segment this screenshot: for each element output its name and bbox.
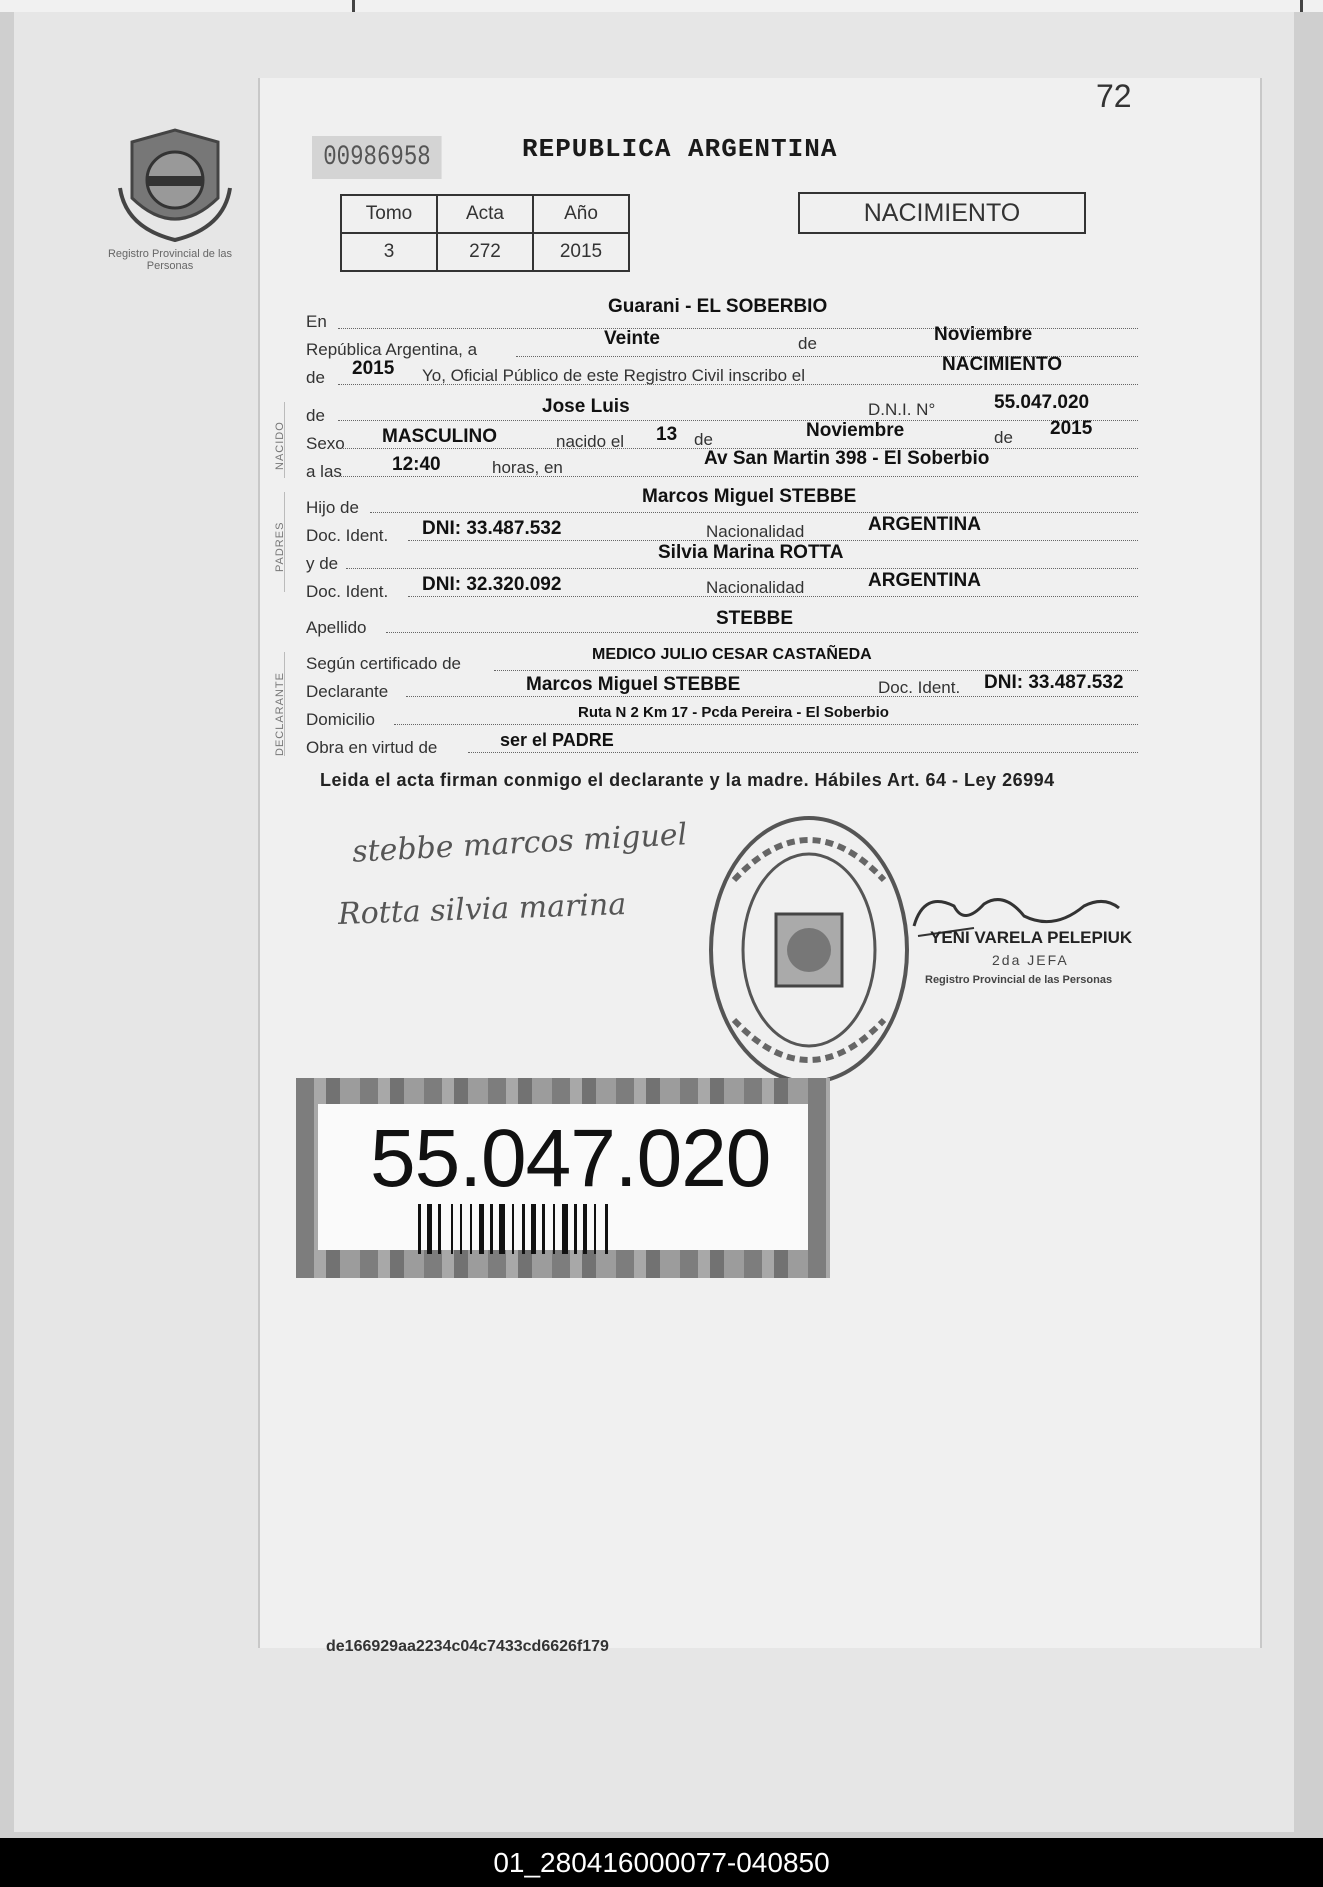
label-de-dyear: de (994, 428, 1013, 447)
value-mother-nationality: ARGENTINA (868, 570, 981, 591)
barcode-bar (512, 1204, 514, 1254)
label-sexo: Sexo (306, 434, 345, 453)
value-sex: MASCULINO (382, 426, 498, 447)
barcode-bar (479, 1204, 484, 1254)
label-obra: Obra en virtud de (306, 738, 438, 757)
value-address: Ruta N 2 Km 17 - Pcda Pereira - El Soberbio (578, 704, 889, 721)
barcode-bar (583, 1204, 587, 1254)
tomo-header: Tomo (341, 195, 437, 233)
barcode-bar (499, 1204, 505, 1254)
father-signature: stebbe marcos miguel (351, 817, 688, 870)
label-oficial: Yo, Oficial Público de este Registro Civil inscribo el (422, 366, 805, 385)
label-a-las: a las (306, 462, 342, 481)
label-hijo-de: Hijo de (306, 498, 359, 517)
label-en: En (306, 312, 327, 331)
dotted-line (338, 384, 1138, 385)
acta-header: Acta (437, 195, 533, 233)
dotted-line (494, 670, 1138, 671)
label-nacido-el: nacido el (556, 432, 625, 451)
barcode-bar (531, 1204, 536, 1254)
page-number: 72 (1096, 78, 1132, 114)
barcode-bar (522, 1204, 525, 1254)
barcode-bar (438, 1204, 441, 1254)
value-birth-time: 12:40 (392, 454, 441, 475)
label-de-dmonth: de (694, 430, 713, 449)
legal-note: Leida el acta firman conmigo el declarante y la madre. Hábiles Art. 64 - Ley 26994 (320, 770, 1055, 790)
label-dni: D.N.I. N° (868, 400, 936, 419)
value-year: 2015 (352, 358, 395, 379)
dotted-line (394, 724, 1138, 725)
value-mother-name: Silvia Marina ROTTA (658, 542, 844, 563)
scan-edge-mark (352, 0, 355, 12)
document-hash: de166929aa2234c04c7433cd6626f179 (326, 1638, 609, 1655)
mother-signature: Rotta silvia marina (337, 886, 627, 933)
barcode-bar (460, 1204, 462, 1254)
value-father-name: Marcos Miguel STEBBE (642, 486, 857, 507)
barcode-icon (418, 1204, 738, 1254)
signatory-org: Registro Provincial de las Personas (925, 974, 1113, 986)
value-given-names: Jose Luis (542, 396, 630, 417)
id-sticker (296, 1078, 830, 1278)
value-day-words: Veinte (604, 328, 660, 349)
barcode-bar (490, 1204, 493, 1254)
record-type-box: NACIMIENTO (798, 192, 1086, 234)
barcode-bar (451, 1204, 453, 1254)
value-declarant-name: Marcos Miguel STEBBE (526, 674, 741, 695)
label-doc-ident-mother: Doc. Ident. (306, 582, 389, 601)
side-label-padres: PADRES (274, 521, 286, 572)
dotted-line (338, 420, 1138, 421)
country-title: REPUBLICA ARGENTINA (522, 134, 838, 164)
value-mother-doc: DNI: 32.320.092 (422, 574, 562, 595)
label-horas-en: horas, en (492, 458, 563, 477)
signatory-name: YENI VARELA PELEPIUK (930, 928, 1133, 947)
value-month: Noviembre (934, 324, 1033, 345)
tomo-value: 3 (341, 233, 437, 271)
value-in-virtue-of: ser el PADRE (500, 730, 614, 750)
anio-value: 2015 (533, 233, 629, 271)
barcode-bar (553, 1204, 555, 1254)
label-y-de: y de (306, 554, 339, 573)
barcode-bar (605, 1204, 608, 1254)
label-declarante: Declarante (306, 682, 389, 701)
value-father-doc: DNI: 33.487.532 (422, 518, 562, 539)
barcode-bar (470, 1204, 472, 1254)
side-label-declarante: DECLARANTE (274, 672, 286, 756)
anio-header: Año (533, 195, 629, 233)
dotted-line (386, 632, 1138, 633)
label-de-name: de (306, 406, 325, 425)
dotted-line (338, 476, 1138, 477)
barcode-bar (562, 1204, 568, 1254)
value-place: Guarani - EL SOBERBIO (608, 296, 828, 317)
dotted-line (406, 696, 1138, 697)
value-birth-year: 2015 (1050, 418, 1093, 439)
official-seal-icon (704, 810, 914, 1095)
barcode-bar (427, 1204, 432, 1254)
acta-value: 272 (437, 233, 533, 271)
scan-edge-mark (1300, 0, 1303, 12)
value-birth-place: Av San Martin 398 - El Soberbio (704, 448, 990, 469)
value-declarant-doc: DNI: 33.487.532 (984, 672, 1124, 693)
label-de-year: de (306, 368, 325, 387)
logo-caption: Registro Provincial de las Personas (107, 248, 233, 272)
dotted-line (370, 512, 1138, 513)
serial-number: 00986958 (312, 136, 442, 179)
value-record-kind: NACIMIENTO (942, 354, 1062, 375)
value-father-nationality: ARGENTINA (868, 514, 981, 535)
barcode-bar (574, 1204, 577, 1254)
value-surname: STEBBE (716, 608, 794, 629)
barcode-bar (418, 1204, 421, 1254)
record-table (340, 194, 630, 272)
dotted-line (346, 568, 1138, 569)
sticker-label (318, 1104, 808, 1250)
label-de-month: de (798, 334, 817, 353)
barcode-bar (542, 1204, 545, 1254)
label-apellido: Apellido (306, 618, 367, 637)
label-segun: Según certificado de (306, 654, 461, 673)
dotted-line (408, 596, 1138, 597)
dotted-line (468, 752, 1138, 753)
dotted-line (408, 540, 1138, 541)
value-birth-month: Noviembre (806, 420, 905, 441)
label-nacionalidad-father: Nacionalidad (706, 522, 805, 541)
label-domicilio: Domicilio (306, 710, 375, 729)
value-birth-day: 13 (656, 424, 678, 445)
label-doc-ident-father: Doc. Ident. (306, 526, 389, 545)
sticker-dni-number: 55.047.020 (370, 1113, 771, 1204)
label-doc-ident-declarant: Doc. Ident. (878, 678, 961, 697)
value-dni: 55.047.020 (994, 392, 1090, 413)
side-label-nacido: NACIDO (274, 421, 286, 470)
signatory-role: 2da JEFA (992, 952, 1069, 968)
label-nacionalidad-mother: Nacionalidad (706, 578, 805, 597)
label-republica: República Argentina, a (306, 340, 478, 359)
barcode-bar (594, 1204, 596, 1254)
footer-id: 01_280416000077-040850 (493, 1847, 830, 1878)
value-certificate-by: MEDICO JULIO CESAR CASTAÑEDA (592, 646, 872, 663)
scan-top-strip (0, 0, 1323, 12)
